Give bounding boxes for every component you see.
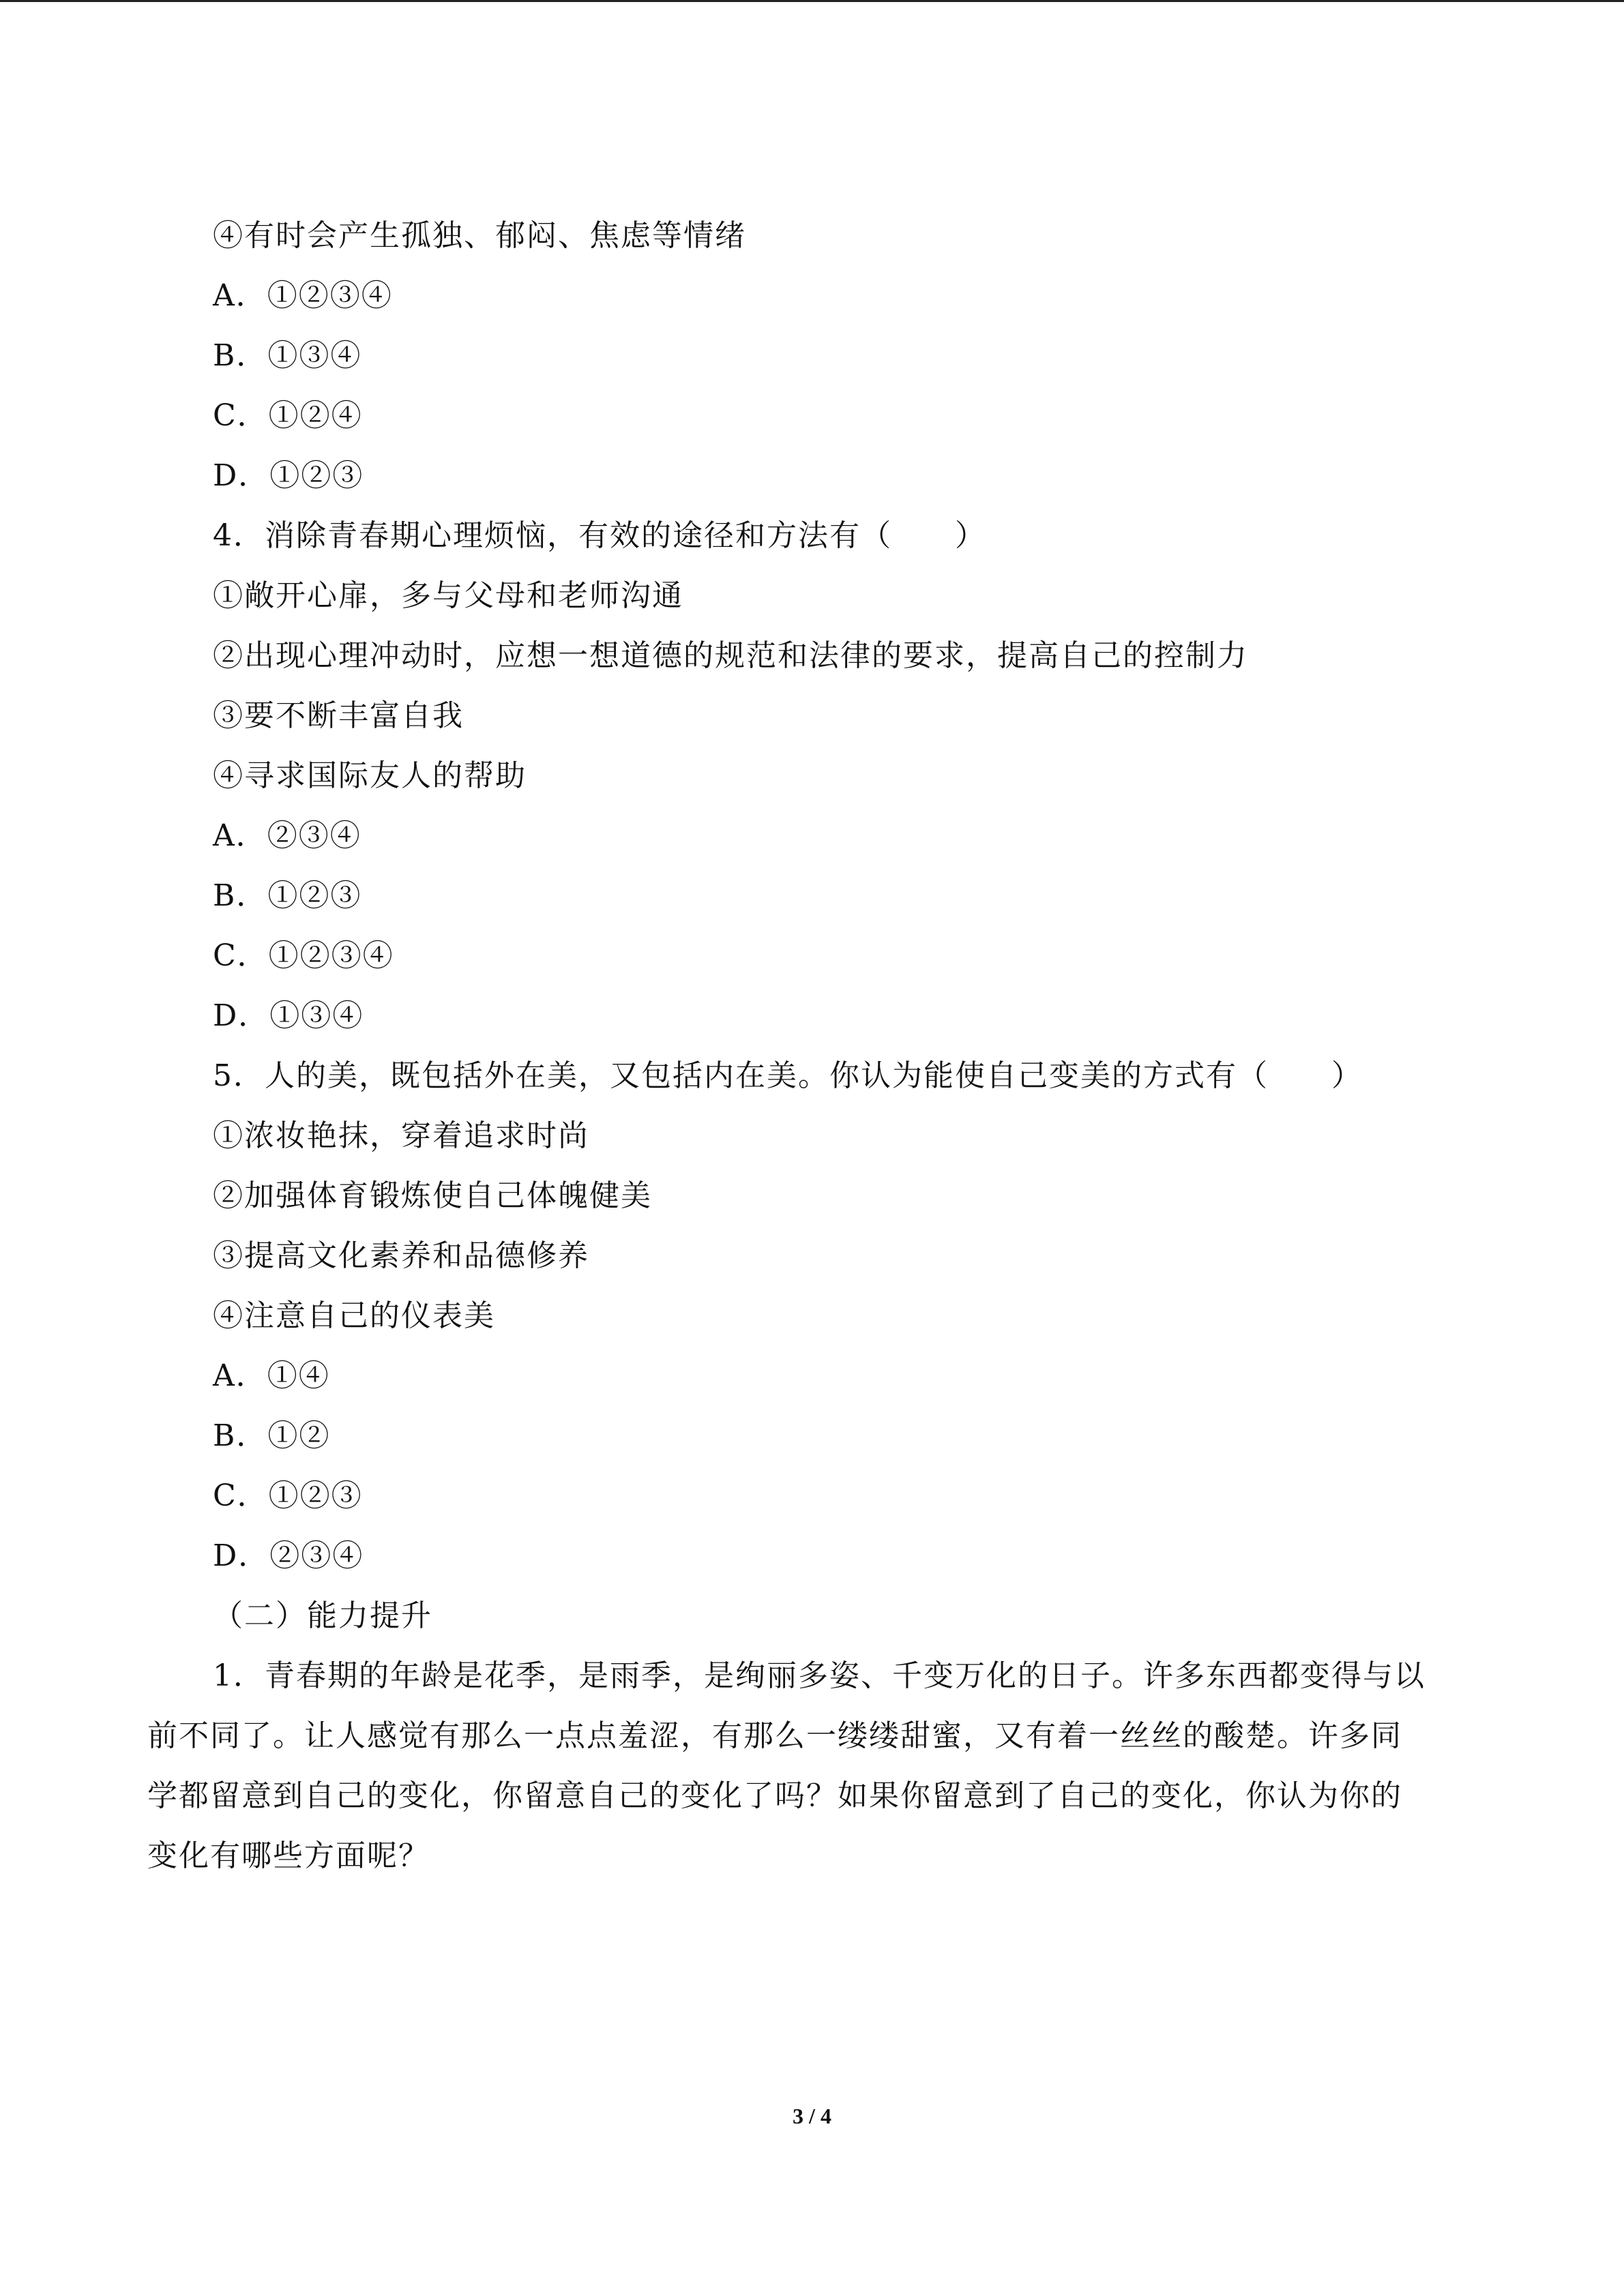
- q5-option-d: D．②③④: [213, 1538, 364, 1573]
- ability-q1-line-2: 前不同了。让人感觉有那么一点点羞涩，有那么一缕缕甜蜜，又有着一丝丝的酸楚。许多同: [147, 1718, 1402, 1753]
- section-heading: （二）能力提升: [213, 1598, 432, 1633]
- q3-option-b: B．①③④: [213, 338, 362, 373]
- q5-statement-3: ③提高文化素养和品德修养: [213, 1238, 589, 1273]
- q4-option-d: D．①③④: [213, 998, 364, 1033]
- q5-statement-1: ①浓妆艳抹，穿着追求时尚: [213, 1118, 589, 1153]
- q5-statement-4: ④注意自己的仪表美: [213, 1298, 495, 1333]
- q5-option-b: B．①②: [213, 1418, 331, 1453]
- q4-statement-1: ①敞开心扉，多与父母和老师沟通: [213, 578, 683, 613]
- q3-option-a: A．①②③④: [213, 278, 393, 313]
- q4-option-c: C．①②③④: [213, 938, 394, 973]
- q4-statement-4: ④寻求国际友人的帮助: [213, 758, 527, 793]
- page-number: 3 / 4: [793, 2104, 831, 2128]
- ability-q1-line-3: 学都留意到自己的变化，你留意自己的变化了吗？如果你留意到了自己的变化，你认为你的: [147, 1778, 1402, 1813]
- q4-statement-3: ③要不断丰富自我: [213, 698, 464, 733]
- q4-statement-2: ②出现心理冲动时，应想一想道德的规范和法律的要求，提高自己的控制力: [213, 638, 1248, 673]
- q5-stem: 5．人的美，既包括外在美，又包括内在美。你认为能使自己变美的方式有（ ）: [213, 1058, 1363, 1093]
- page-top-border: [0, 0, 1624, 2]
- q5-option-a: A．①④: [213, 1358, 330, 1393]
- q3-statement-4: ④有时会产生孤独、郁闷、焦虑等情绪: [213, 218, 746, 253]
- ability-q1-line-1: 1．青春期的年龄是花季，是雨季，是绚丽多姿、千变万化的日子。许多东西都变得与以: [213, 1658, 1426, 1693]
- q3-option-d: D．①②③: [213, 458, 364, 493]
- q5-option-c: C．①②③: [213, 1478, 363, 1513]
- q3-option-c: C．①②④: [213, 398, 363, 433]
- q4-stem: 4．消除青春期心理烦恼，有效的途径和方法有（ ）: [213, 518, 986, 553]
- q5-statement-2: ②加强体育锻炼使自己体魄健美: [213, 1178, 652, 1213]
- q4-option-a: A．②③④: [213, 818, 361, 853]
- ability-q1-line-4: 变化有哪些方面呢？: [147, 1838, 430, 1873]
- q4-option-b: B．①②③: [213, 878, 362, 913]
